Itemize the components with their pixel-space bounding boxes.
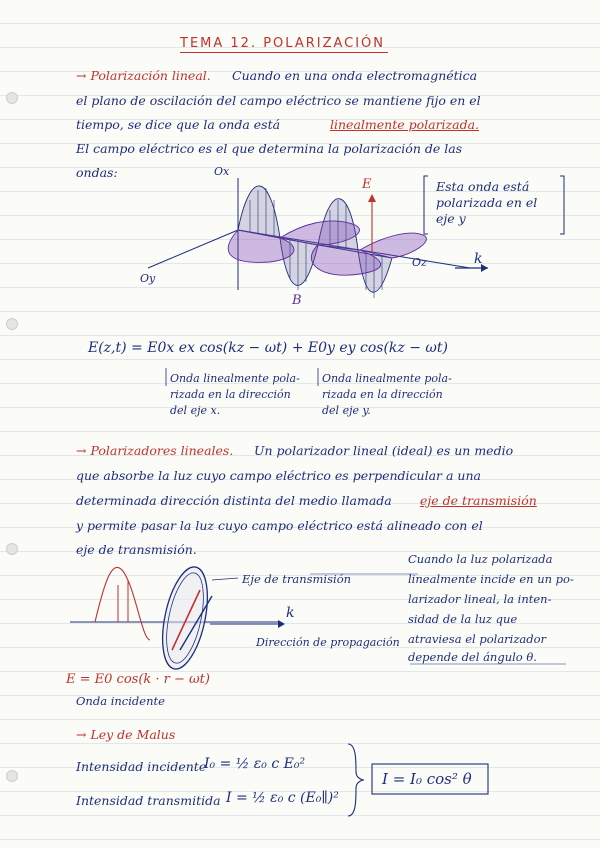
note-x-polarization: del eje x. — [170, 404, 221, 417]
transmitted-intensity-label: Intensidad transmitida — [76, 793, 221, 808]
paragraph-line: tiempo, se dice que la onda está — [76, 117, 281, 132]
section-heading-malus: → Ley de Malus — [76, 727, 176, 742]
note-x-polarization: rizada en la dirección — [170, 388, 291, 401]
note-y-polarization: del eje y. — [322, 404, 371, 417]
incident-wave-note: Onda incidente — [76, 694, 165, 708]
note-text: Esta onda está — [436, 179, 530, 194]
incident-intensity-equation: I₀ = ½ ε₀ c E₀² — [204, 756, 306, 772]
note-text: polarizada en el — [436, 195, 538, 210]
paragraph-line: determinada dirección distinta del medio llamada — [76, 493, 392, 508]
side-note: sidad de la luz que — [408, 612, 518, 626]
side-note: Cuando la luz polarizada — [408, 552, 553, 566]
transmitted-intensity-equation: I = ½ ε₀ c (E₀∥)² — [226, 790, 339, 806]
emphasis-term: eje de transmisión — [420, 493, 537, 508]
label-e: E — [362, 177, 372, 192]
label-k: k — [474, 251, 483, 267]
page-title: TEMA 12. POLARIZACIÓN — [180, 36, 386, 51]
axis-label-ox: Ox — [214, 165, 230, 178]
note-x-polarization: Onda linealmente pola- — [170, 372, 300, 385]
label-propagation: Dirección de propagación — [256, 636, 400, 649]
malus-law-result: I = I₀ cos² θ — [382, 770, 472, 788]
note-text: eje y — [436, 211, 466, 226]
side-note: larizador lineal, la inten- — [408, 592, 552, 606]
paragraph-line: Un polarizador lineal (ideal) es un medio — [254, 443, 514, 458]
label-k-2: k — [286, 605, 295, 621]
label-b: B — [292, 293, 302, 308]
incident-intensity-label: Intensidad incidente — [76, 759, 207, 774]
side-note: depende del ángulo θ. — [408, 650, 537, 664]
paragraph-line: ondas: — [76, 165, 118, 180]
note-y-polarization: rizada en la dirección — [322, 388, 443, 401]
paragraph-line: Cuando en una onda electromagnética — [232, 68, 478, 83]
section-heading-linear-polarization: → Polarización lineal. — [76, 68, 211, 83]
axis-label-oz: Oz — [412, 256, 427, 269]
side-note: atraviesa el polarizador — [408, 632, 547, 646]
paragraph-line: eje de transmisión. — [76, 542, 197, 557]
paragraph-line: y permite pasar la luz cuyo campo eléctrico está alineado con el — [76, 518, 483, 533]
paragraph-line: El campo eléctrico es el que determina la polarización de las — [76, 141, 463, 156]
incident-wave-equation: E = E0 cos(k · r − ωt) — [66, 672, 210, 687]
section-heading-linear-polarizers: → Polarizadores lineales. — [76, 443, 234, 458]
field-superposition-equation: E(z,t) = E0x ex cos(kz − ωt) + E0y ey cos(kz − ωt) — [88, 340, 448, 356]
side-note: linealmente incide en un po- — [408, 572, 574, 586]
note-y-polarization: Onda linealmente pola- — [322, 372, 452, 385]
axis-label-oy: Oy — [140, 272, 156, 285]
paragraph-line: el plano de oscilación del campo eléctrico se mantiene fijo en el — [76, 93, 481, 108]
paragraph-line: que absorbe la luz cuyo campo eléctrico es perpendicular a una — [76, 468, 481, 483]
label-transmission-axis: Eje de transmisión — [242, 572, 352, 586]
emphasis-term: linealmente polarizada. — [330, 117, 480, 132]
